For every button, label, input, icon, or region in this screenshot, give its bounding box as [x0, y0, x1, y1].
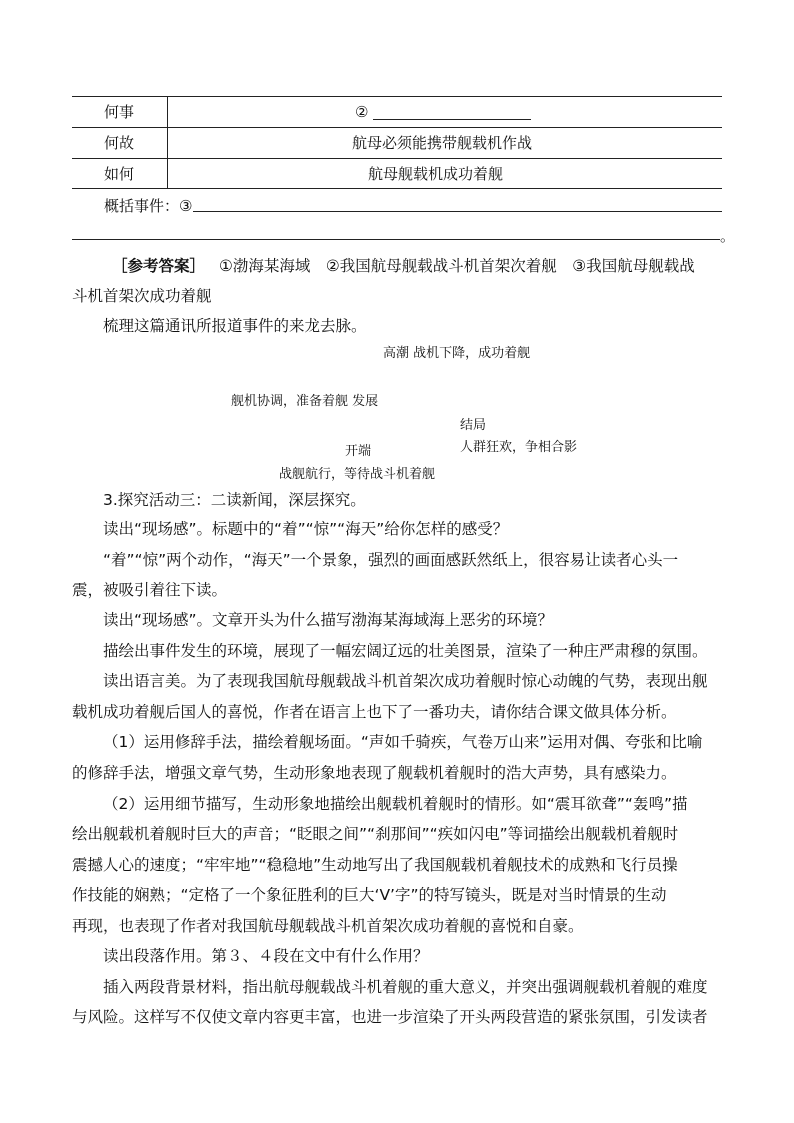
body-line: 震，被吸引着往下读。	[72, 581, 228, 599]
question-text: 读出“现场感”。标题中的“着”“惊”“海天”给你怎样的感受？	[103, 520, 509, 538]
table-row-value: 航母必须能携带舰载机作战	[352, 134, 533, 152]
table-row-label: 何事	[104, 103, 135, 121]
table-row-label: 何故	[104, 134, 135, 152]
table-row-divider	[72, 127, 722, 128]
body-line: 描绘出事件发生的环境，展现了一幅宏阔辽远的壮美图景，渲染了一种庄严肃穆的氛围。	[103, 642, 708, 660]
diagram-ending: 人群狂欢，争相合影	[460, 440, 578, 455]
table-border-top	[72, 96, 722, 97]
body-line: 的修辞手法，增强文章气势，生动形象地表现了舰载机着舰时的浩大声势，具有感染力。	[72, 764, 677, 782]
answer-paragraph	[72, 256, 732, 276]
body-line: （1）运用修辞手法，描绘着舰场面。“声如千骑疾，气卷万山来”运用对偶、夸张和比喻	[103, 733, 703, 751]
task-text: 梳理这篇通讯所报道事件的来龙去脉。	[103, 317, 367, 335]
body-line: 再现，也表现了作者对我国航母舰载战斗机首架次成功着舰的喜悦和自豪。	[72, 917, 584, 935]
diagram-development: 舰机协调，准备着舰 发展	[231, 394, 379, 409]
summary-label: 概括事件：③	[104, 197, 193, 215]
diagram-beginning-label: 开端	[345, 444, 372, 459]
question-text: 读出语言美。为了表现我国航母舰载战斗机首架次成功着舰时惊心动魄的气势，表现出舰	[103, 672, 708, 690]
table-column-divider	[167, 96, 168, 188]
body-line: “着”“惊”两个动作，“海天”一个景象，强烈的画面感跃然纸上，很容易让读者心头一	[103, 551, 679, 569]
summary-blank	[72, 239, 720, 240]
body-line: 插入两段背景材料，指出航母舰载战斗机着舰的重大意义，并突出强调舰载机着舰的难度	[103, 978, 708, 996]
table-row-label: 如何	[104, 165, 135, 183]
summary-blank	[193, 211, 722, 212]
answer-heading: ［参考答案］	[112, 257, 206, 275]
diagram-beginning: 战舰航行，等待战斗机着舰	[279, 467, 436, 482]
diagram-ending-label: 结局	[460, 418, 487, 433]
question-text: 读出段落作用。第３、４段在文中有什么作用？	[103, 947, 429, 965]
answer-line: ①渤海某海域 ②我国航母舰载战斗机首架次着舰 ③我国航母舰载战	[219, 257, 695, 275]
section-heading: 3.探究活动三：二读新闻，深层探究。	[103, 491, 366, 509]
table-row-divider	[72, 158, 722, 159]
answer-blank	[373, 119, 531, 120]
table-row-divider	[72, 188, 722, 189]
table-row-value: ②	[355, 103, 369, 121]
body-line: 震撼人心的速度；“牢牢地”“稳稳地”生动地写出了我国舰载机着舰技术的成熟和飞行员操	[72, 856, 678, 874]
question-text: 读出“现场感”。文章开头为什么描写渤海某海域海上恶劣的环境？	[103, 611, 554, 629]
table-row-value: 航母舰载机成功着舰	[368, 165, 504, 183]
answer-line: 斗机首架次成功着舰	[72, 287, 212, 305]
body-line: 作技能的娴熟；“定格了一个象征胜利的巨大‘V’字”的特写镜头，既是对当时情景的生动	[72, 886, 667, 904]
summary-end: 。	[720, 227, 736, 245]
question-text: 载机成功着舰后国人的喜悦，作者在语言上也下了一番功夫，请你结合课文做具体分析。	[72, 703, 677, 721]
body-line: 绘出舰载机着舰时巨大的声音；“眨眼之间”“刹那间”“疾如闪电”等词描绘出舰载机着舰时	[72, 825, 679, 843]
body-line: （2）运用细节描写，生动形象地描绘出舰载机着舰时的情形。如“震耳欲聋”“轰鸣”描	[103, 795, 688, 813]
diagram-climax: 高潮 战机下降，成功着舰	[383, 346, 531, 361]
body-line: 与风险。这样写不仅使文章内容更丰富，也进一步渲染了开头两段营造的紧张氛围，引发读者	[72, 1008, 708, 1026]
